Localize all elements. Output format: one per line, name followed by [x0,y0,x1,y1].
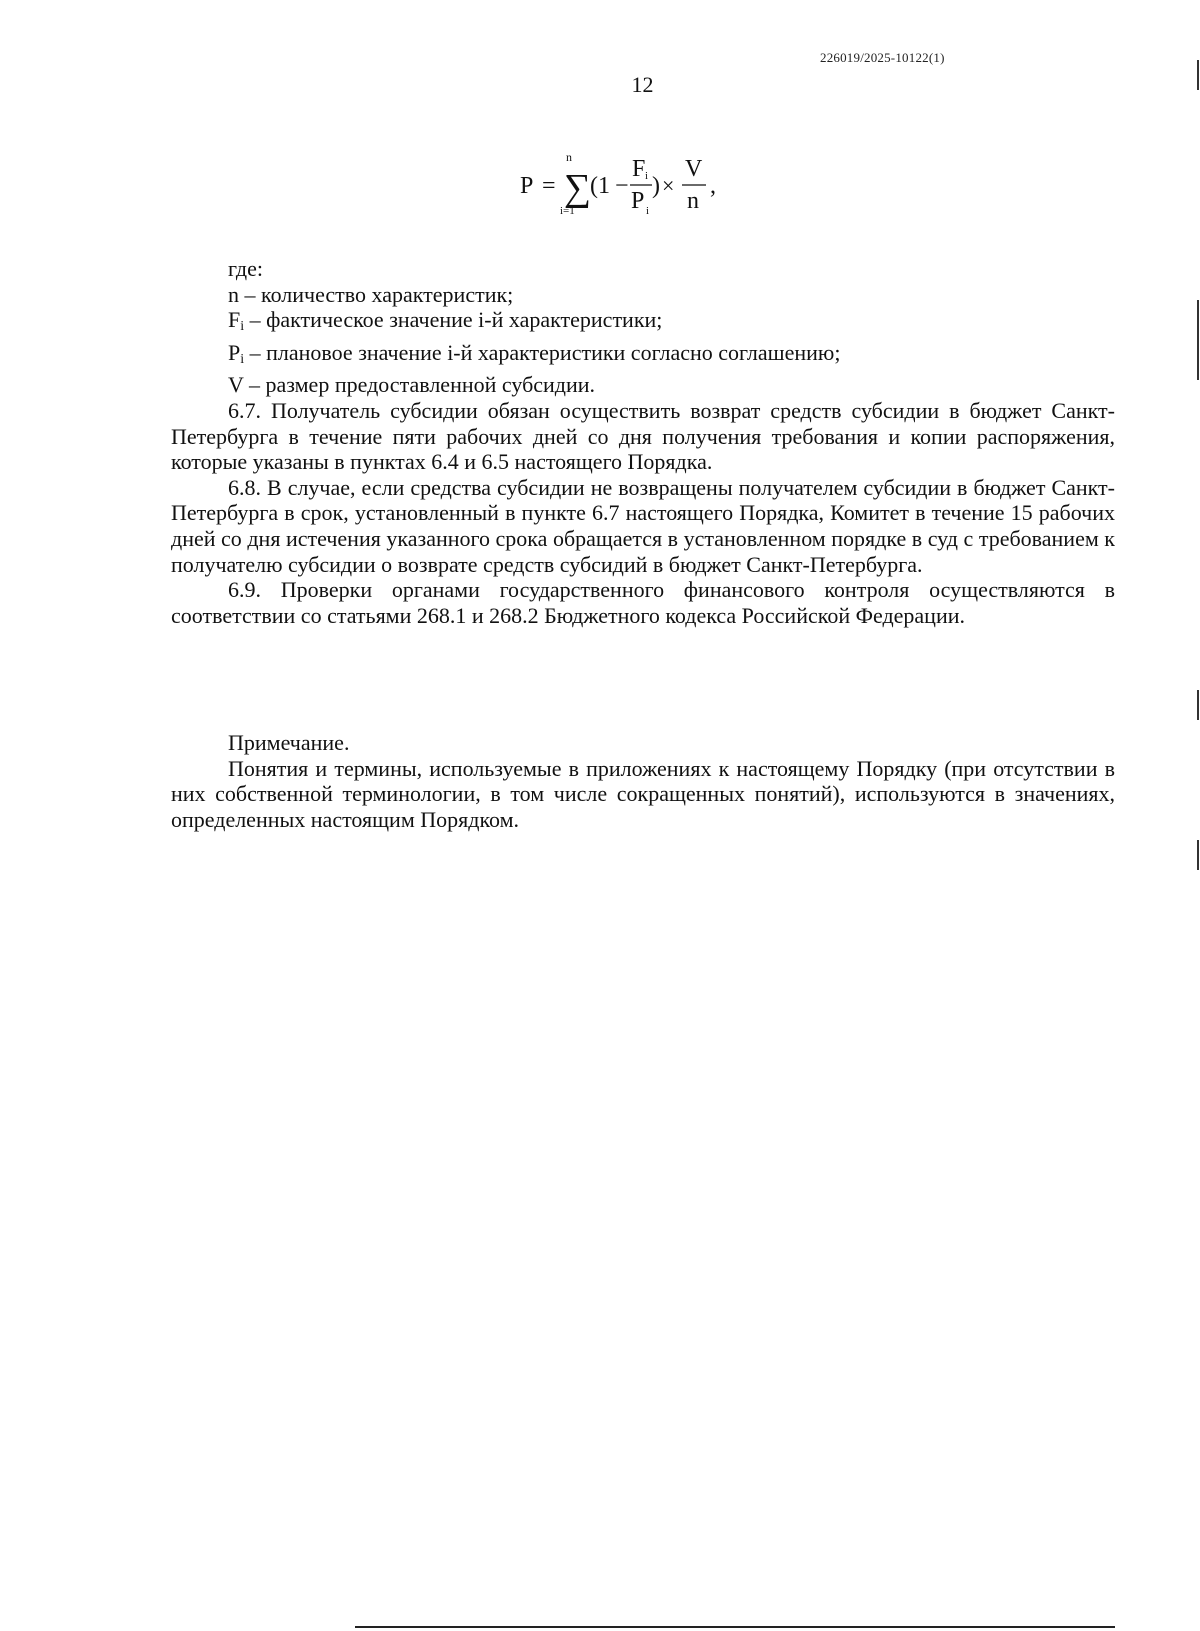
paragraph-6-9: 6.9. Проверки органами государственного финансового контроля осуществляются в соответствии со статьями 268.1 и 268.2 Бюджетного кодекса Российской Федерации. [171,577,1115,628]
definition-f [171,307,1115,340]
definition-f-text: – фактическое значение i-й характеристики; [244,307,663,333]
formula-lhs: P [520,173,534,199]
definition-p [171,340,1115,373]
definition-f-symbol: F [228,307,241,333]
definition-p-sub: i [240,351,245,367]
formula-close: ) [652,173,660,199]
formula-times: × [662,173,675,198]
formula-frac1-num: F [632,156,646,182]
document-id: 226019/2025-10122(1) [820,50,945,65]
scan-edge-mark [1197,300,1199,380]
paragraph-6-7: 6.7. Получатель субсидии обязан осуществить возврат средств субсидии в бюджет Санкт-Петербурга в течение пяти рабочих дней со дня получения требования и копии распоряжения, которые указаны в пунктах 6.4 и 6.5 настоящего Порядка. [171,397,1115,475]
definitions-intro: где: [228,256,263,281]
bottom-scan-line [355,1626,1115,1628]
body-text [171,256,1115,628]
formula-svg [520,150,760,240]
formula-minus: − [615,173,629,199]
paragraph-6-8: 6.8. В случае, если средства субсидии не возвращены получателем субсидии в бюджет Санкт-Петербурга в срок, установленный в пункте 6.7 настоящего Порядка, Комитет в течение 15 рабочих дней со дня истечения указанного срока обращается в установленном порядке в суд с требованием к получателю субсидии о возврате средств субсидий в бюджет Санкт-Петербурга. [171,474,1115,577]
scan-edge-mark [1197,840,1199,870]
scan-edge-mark [1197,690,1199,720]
formula-frac1-num-sub: i [645,170,649,182]
formula-frac2-den: n [687,188,699,214]
formula-open: (1 [590,173,610,199]
formula [520,150,760,240]
note-block [171,730,1115,832]
definition-p-symbol: P [228,339,241,365]
formula-sum-lower: i=1 [560,205,575,217]
formula-comma: , [710,173,716,199]
definition-v: V – размер предоставленной субсидии. [228,372,596,398]
scan-edge-mark [1197,60,1199,90]
sigma-symbol: ∑ [564,167,592,209]
formula-frac1-den-sub: i [646,205,650,217]
definition-f-sub: i [240,319,245,335]
definition-p-text: – плановое значение i-й характеристики согласно соглашению; [244,339,841,365]
note-text: Понятия и термины, используемые в приложениях к настоящему Порядку (при отсутствии в них собственной терминологии, в том числе сокращенных понятий), используются в значениях, определенных настоящим Порядком. [171,755,1115,832]
formula-frac2-num: V [685,156,703,182]
note-title: Примечание. [228,730,350,755]
formula-equals: = [542,173,556,199]
formula-sum-upper: n [566,150,572,164]
page-number: 12 [631,72,654,97]
definition-n: n – количество характеристик; [228,281,514,307]
formula-frac1-den: P [631,188,645,214]
